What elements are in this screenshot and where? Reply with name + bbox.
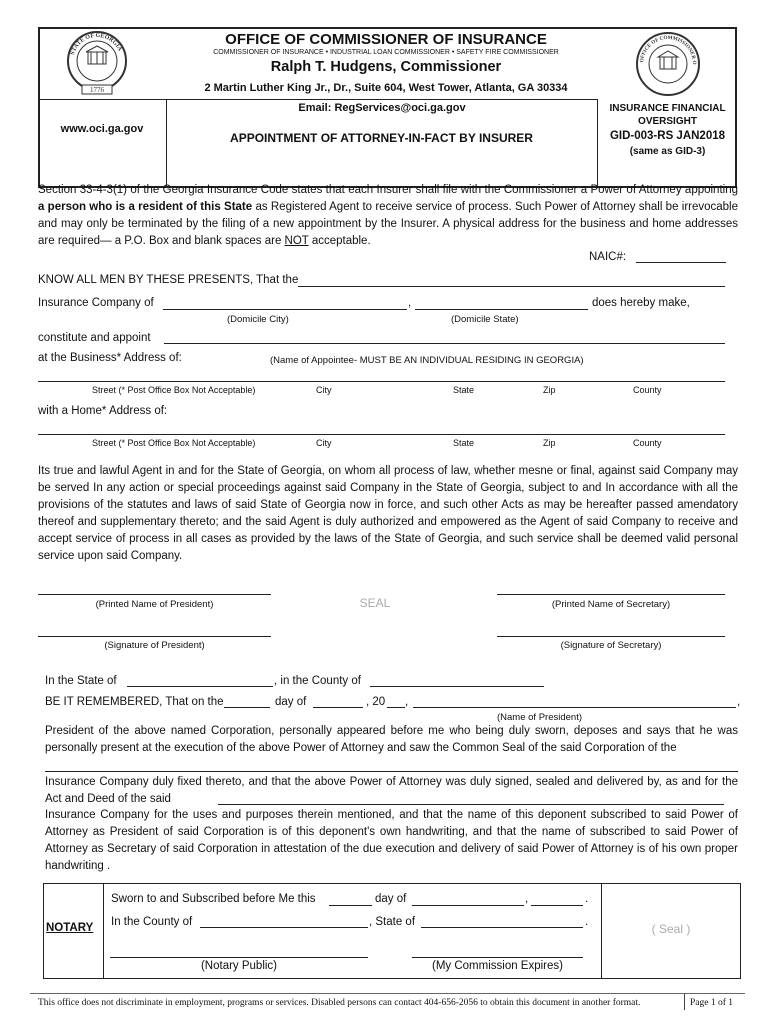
footer-text: This office does not discriminate in employment, programs or services. Disabled persons can contact 404-656-2056 to obtain this document in another format. — [38, 998, 641, 1008]
agent-paragraph: Its true and lawful Agent in and for the State of Georgia, on whom all process of law, whether mesne or final, against said Company may be served In any action or special proceedings against said Company in the State of Georgia, subject to and In accordance with all the provisions of the statutes and laws of said State of Georgia now in force, and such other Acts as may be hereafter passed amendatory thereof and supplementary thereto; and the said Agent is duly authorized and empowered as the Agent of said Company to receive and accept service of process in all cases as provided by the laws of the State of Georgia, and such service shall be deemed valid personal service upon said Company. — [38, 465, 738, 562]
notary-county-label: In the County of — [111, 916, 193, 928]
notary-label: NOTARY — [46, 922, 94, 934]
in-state-label: In the State of — [45, 675, 117, 687]
printed-secretary-label: (Printed Name of Secretary) — [551, 599, 671, 610]
naic-input[interactable] — [636, 262, 726, 263]
constitute-label: constitute and appoint — [38, 332, 151, 344]
domicile-state-input[interactable] — [415, 309, 588, 310]
commission-expires-input[interactable] — [412, 957, 583, 958]
left-seal-text: STATE OF GEORGIA — [69, 32, 123, 56]
office-subtitle: COMMISSIONER OF INSURANCE • INDUSTRIAL LOAN COMMISSIONER • SAFETY FIRE COMMISSIONER — [213, 49, 559, 56]
home-state-label: State — [453, 438, 475, 448]
know-all-label: KNOW ALL MEN BY THESE PRESENTS, That the — [38, 274, 299, 286]
home-county-label: County — [633, 438, 662, 448]
notary-seal-label: ( Seal ) — [651, 922, 691, 936]
corporation-name-input[interactable] — [45, 771, 738, 772]
intro-text-3: acceptable. — [308, 235, 371, 247]
ack-paragraph-2: Insurance Company duly fixed thereto, and that the above Power of Attorney was duly signed, sealed and delivered by, as and for the Act and Deed of the said — [45, 776, 738, 805]
sworn-label: Sworn to and Subscribed before Me this — [111, 893, 316, 905]
appointee-note: (Name of Appointee- MUST BE AN INDIVIDUAL RESIDING IN GEORGIA) — [270, 355, 584, 366]
form-code: GID-003-RS JAN2018 — [609, 130, 726, 142]
footer-divider — [684, 994, 685, 1010]
website: www.oci.ga.gov — [60, 123, 144, 135]
intro-text-2: as Registered Agent to receive service of process. Such Power of Attorney shall be irrevocable and may only be terminated by the filing of a new appointment by the Insurer. A physical address for the business and home addresses are required— a P.O. Box and blank spaces are — [38, 201, 739, 247]
ack-paragraph-1: President of the above named Corporation, personally appeared before me who being duly sworn, deposes and says that he was personally present at the execution of the above Power of Attorney and saw the Common Seal of the said Corporation of the — [45, 725, 738, 754]
domicile-state-label: (Domicile State) — [451, 314, 519, 325]
ack-county-input[interactable] — [370, 686, 544, 687]
dept-line2: OVERSIGHT — [638, 116, 697, 127]
corporate-seal-label: SEAL — [359, 596, 391, 610]
printed-president-input[interactable] — [38, 594, 271, 595]
office-email: Email: RegServices@oci.ga.gov — [298, 102, 466, 114]
office-address: 2 Martin Luther King Jr., Dr., Suite 604, West Tower, Atlanta, GA 30334 — [204, 82, 568, 94]
notary-day-input[interactable] — [329, 905, 372, 906]
dept-line1: INSURANCE FINANCIAL — [609, 103, 726, 114]
commission-expires-label: (My Commission Expires) — [432, 960, 563, 972]
president-signature-label: (Signature of President) — [104, 640, 205, 651]
does-hereby-label: does hereby make, — [592, 297, 690, 309]
footer-rule — [30, 993, 745, 994]
left-seal-year: 1776 — [90, 86, 104, 94]
in-county-label: , in the County of — [274, 675, 361, 687]
ack-year-input[interactable] — [387, 707, 405, 708]
notary-public-signature-input[interactable] — [110, 957, 368, 958]
ack-day-input[interactable] — [224, 707, 270, 708]
insurance-office-seal — [633, 31, 703, 97]
home-city-label: City — [316, 438, 332, 448]
president-signature-input[interactable] — [38, 636, 271, 637]
domicile-city-input[interactable] — [163, 309, 407, 310]
notary-state-input[interactable] — [421, 927, 583, 928]
ack-president-name-input[interactable] — [413, 707, 736, 708]
notary-divider-left — [103, 883, 104, 979]
printed-president-label: (Printed Name of President) — [95, 599, 214, 610]
commissioner-name: Ralph T. Hudgens, Commissioner — [270, 59, 502, 75]
notary-year-input[interactable] — [531, 905, 583, 906]
form-alt-code: (same as GID-3) — [629, 146, 706, 157]
home-address-label: with a Home* Address of: — [38, 405, 168, 417]
header-divider — [38, 99, 598, 100]
insurance-company-label: Insurance Company of — [38, 297, 154, 309]
naic-label: NAIC#: — [589, 251, 627, 263]
name-of-president-label: (Name of President) — [497, 712, 583, 723]
intro-paragraph — [38, 182, 738, 250]
ack-state-input[interactable] — [127, 686, 273, 687]
right-seal-text: OFFICE OF COMMISSIONER O — [638, 34, 698, 65]
georgia-state-seal — [60, 30, 134, 96]
notary-public-label: (Notary Public) — [200, 960, 278, 972]
appointee-name-input[interactable] — [164, 343, 725, 344]
office-title: OFFICE OF COMMISSIONER OF INSURANCE — [225, 31, 547, 48]
home-zip-label: Zip — [543, 438, 556, 448]
ack-paragraph-3: Insurance Company for the uses and purposes therein mentioned, and that the name of this deponent subscribed to said Power of Attorney as President of said Corporation is of this deponent's own handwriting, and that the name of subscribed to said Power of Attorney as Secretary of said Corporation in attestation of the due execution and delivery of said Power of Attorney is of his own proper handwriting . — [45, 809, 738, 872]
intro-not-text: NOT — [284, 235, 309, 247]
intro-text-1: Section 33-4-3(1) of the Georgia Insurance Code states that each Insurer shall file with the Commissioner a Power of Attorney appointing — [38, 184, 738, 196]
form-title: APPOINTMENT OF ATTORNEY-IN-FACT BY INSURER — [230, 131, 533, 145]
business-zip-label: Zip — [543, 385, 556, 395]
home-street-label: Street (* Post Office Box Not Acceptable) — [92, 438, 256, 448]
business-county-label: County — [633, 385, 662, 395]
secretary-signature-input[interactable] — [497, 636, 725, 637]
business-city-label: City — [316, 385, 332, 395]
ack-comma: , — [737, 696, 741, 708]
intro-bold-text: a person who is a resident of this State — [38, 201, 253, 213]
notary-county-input[interactable] — [200, 927, 368, 928]
domicile-city-label: (Domicile City) — [227, 314, 289, 325]
deed-company-input[interactable] — [218, 804, 724, 805]
page-number: Page 1 of 1 — [690, 998, 734, 1008]
remembered-label: BE IT REMEMBERED, That on the — [45, 696, 224, 708]
ack-month-input[interactable] — [313, 707, 363, 708]
business-address-label: at the Business* Address of: — [38, 352, 182, 364]
notary-day-of-label: day of — [375, 893, 407, 905]
company-name-input[interactable] — [298, 286, 725, 287]
notary-state-label: , State of — [369, 916, 416, 928]
business-state-label: State — [453, 385, 475, 395]
home-address-input[interactable] — [38, 434, 725, 435]
business-street-label: Street (* Post Office Box Not Acceptable) — [92, 385, 256, 395]
ack-day-of-label: day of — [275, 696, 307, 708]
printed-secretary-input[interactable] — [497, 594, 725, 595]
business-address-input[interactable] — [38, 381, 725, 382]
ack-year-label: , 20 — [366, 696, 386, 708]
notary-month-input[interactable] — [412, 905, 524, 906]
secretary-signature-label: (Signature of Secretary) — [560, 640, 662, 651]
